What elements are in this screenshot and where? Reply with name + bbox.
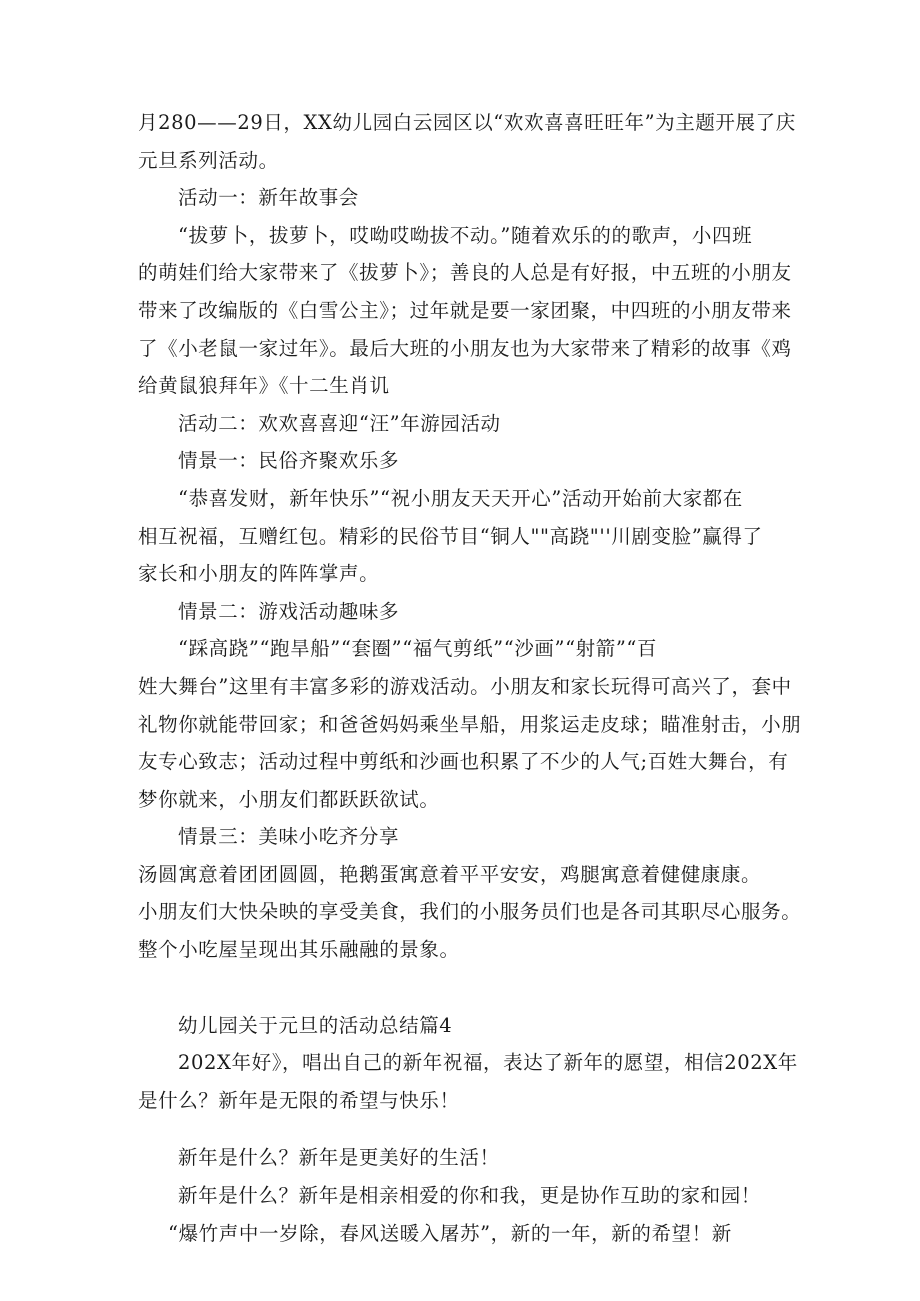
- subsection-heading: 情景一：民俗齐聚欢乐多: [178, 449, 400, 473]
- section-spacer: [138, 1119, 790, 1139]
- paragraph-line: 202X年好》，唱出自己的新年祝福，表达了新年的愿望，相信202X年: [178, 1051, 798, 1075]
- section-heading: 活动一：新年故事会: [178, 186, 359, 210]
- paragraph-line: “拔萝卜，拔萝卜，哎呦哎呦拔不动。”随着欢乐的的歌声，小四班: [178, 223, 753, 247]
- paragraph-line: 家长和小朋友的阵阵掌声。: [138, 562, 380, 586]
- subsection-heading: 情景二：游戏活动趣味多: [178, 599, 400, 623]
- paragraph-line: “恭喜发财，新年快乐”“祝小朋友天天开心”活动开始前大家都在: [178, 486, 743, 510]
- paragraph-line: 整个小吃屋呈现出其乐融融的景象。: [138, 938, 460, 962]
- paragraph-line: 礼物你就能带回家；和爸爸妈妈乘坐旱船，用浆运走皮球；瞄准射击，小朋: [138, 712, 802, 736]
- paragraph-line: 姓大舞台”这里有丰富多彩的游戏活动。小朋友和家长玩得可高兴了，套中: [138, 674, 792, 698]
- paragraph-line: 给黄鼠狼拜年》《十二生肖讥: [138, 374, 390, 398]
- paragraph-line: 友专心致志；活动过程中剪纸和沙画也积累了不少的人气;百姓大舞台，有: [138, 750, 789, 774]
- paragraph-line: “爆竹声中一岁除，春风送暖入屠苏”，新的一年，新的希望！新: [168, 1221, 732, 1245]
- paragraph-line: 的萌娃们给大家带来了《拔萝卜》；善良的人总是有好报，中五班的小朋友: [138, 261, 792, 285]
- paragraph-line: 汤圆寓意着团团圆圆，艳鹅蛋寓意着平平安安，鸡腿寓意着健健康康。: [138, 862, 762, 886]
- paragraph-line: 新年是什么？新年是更美好的生活！: [178, 1146, 500, 1170]
- paragraph-line: “踩高跷”“跑旱船”“套圈”“福气剪纸”“沙画”“射箭”“百: [178, 637, 658, 661]
- paragraph-line: 是什么？新年是无限的希望与快乐！: [138, 1088, 460, 1112]
- document-page: [138, 104, 802, 1252]
- section-heading: 活动二：欢欢喜喜迎“汪”年游园活动: [178, 411, 501, 435]
- article-title: 幼儿园关于元旦的活动总结篇4: [178, 1013, 453, 1037]
- paragraph-line: 月280——29日，XX幼儿园白云园区以“欢欢喜喜旺旺年”为主题开展了庆: [138, 111, 796, 134]
- paragraph-line: 带来了改编版的《白雪公主》；过年就是要一家团聚，中四班的小朋友带来: [138, 298, 792, 322]
- paragraph-line: 了《小老鼠一家过年》。最后大班的小朋友也为大家带来了精彩的故事《鸡: [138, 336, 792, 360]
- subsection-heading: 情景三：美味小吃齐分享: [178, 825, 400, 849]
- paragraph-line: 元旦系列活动。: [138, 148, 279, 172]
- paragraph-line: 相互祝福，互赠红包。精彩的民俗节目“铜人""高跷"''川剧变脸”赢得了: [138, 524, 763, 548]
- paragraph-line: 小朋友们大快朵映的享受美食，我们的小服务员们也是各司其职尽心服务。: [138, 900, 802, 924]
- paragraph-line: 新年是什么？新年是相亲相爱的你和我，更是协作互助的家和园！: [178, 1184, 761, 1208]
- paragraph-line: 梦你就来，小朋友们都跃跃欲试。: [138, 787, 440, 811]
- section-spacer: [138, 969, 790, 1007]
